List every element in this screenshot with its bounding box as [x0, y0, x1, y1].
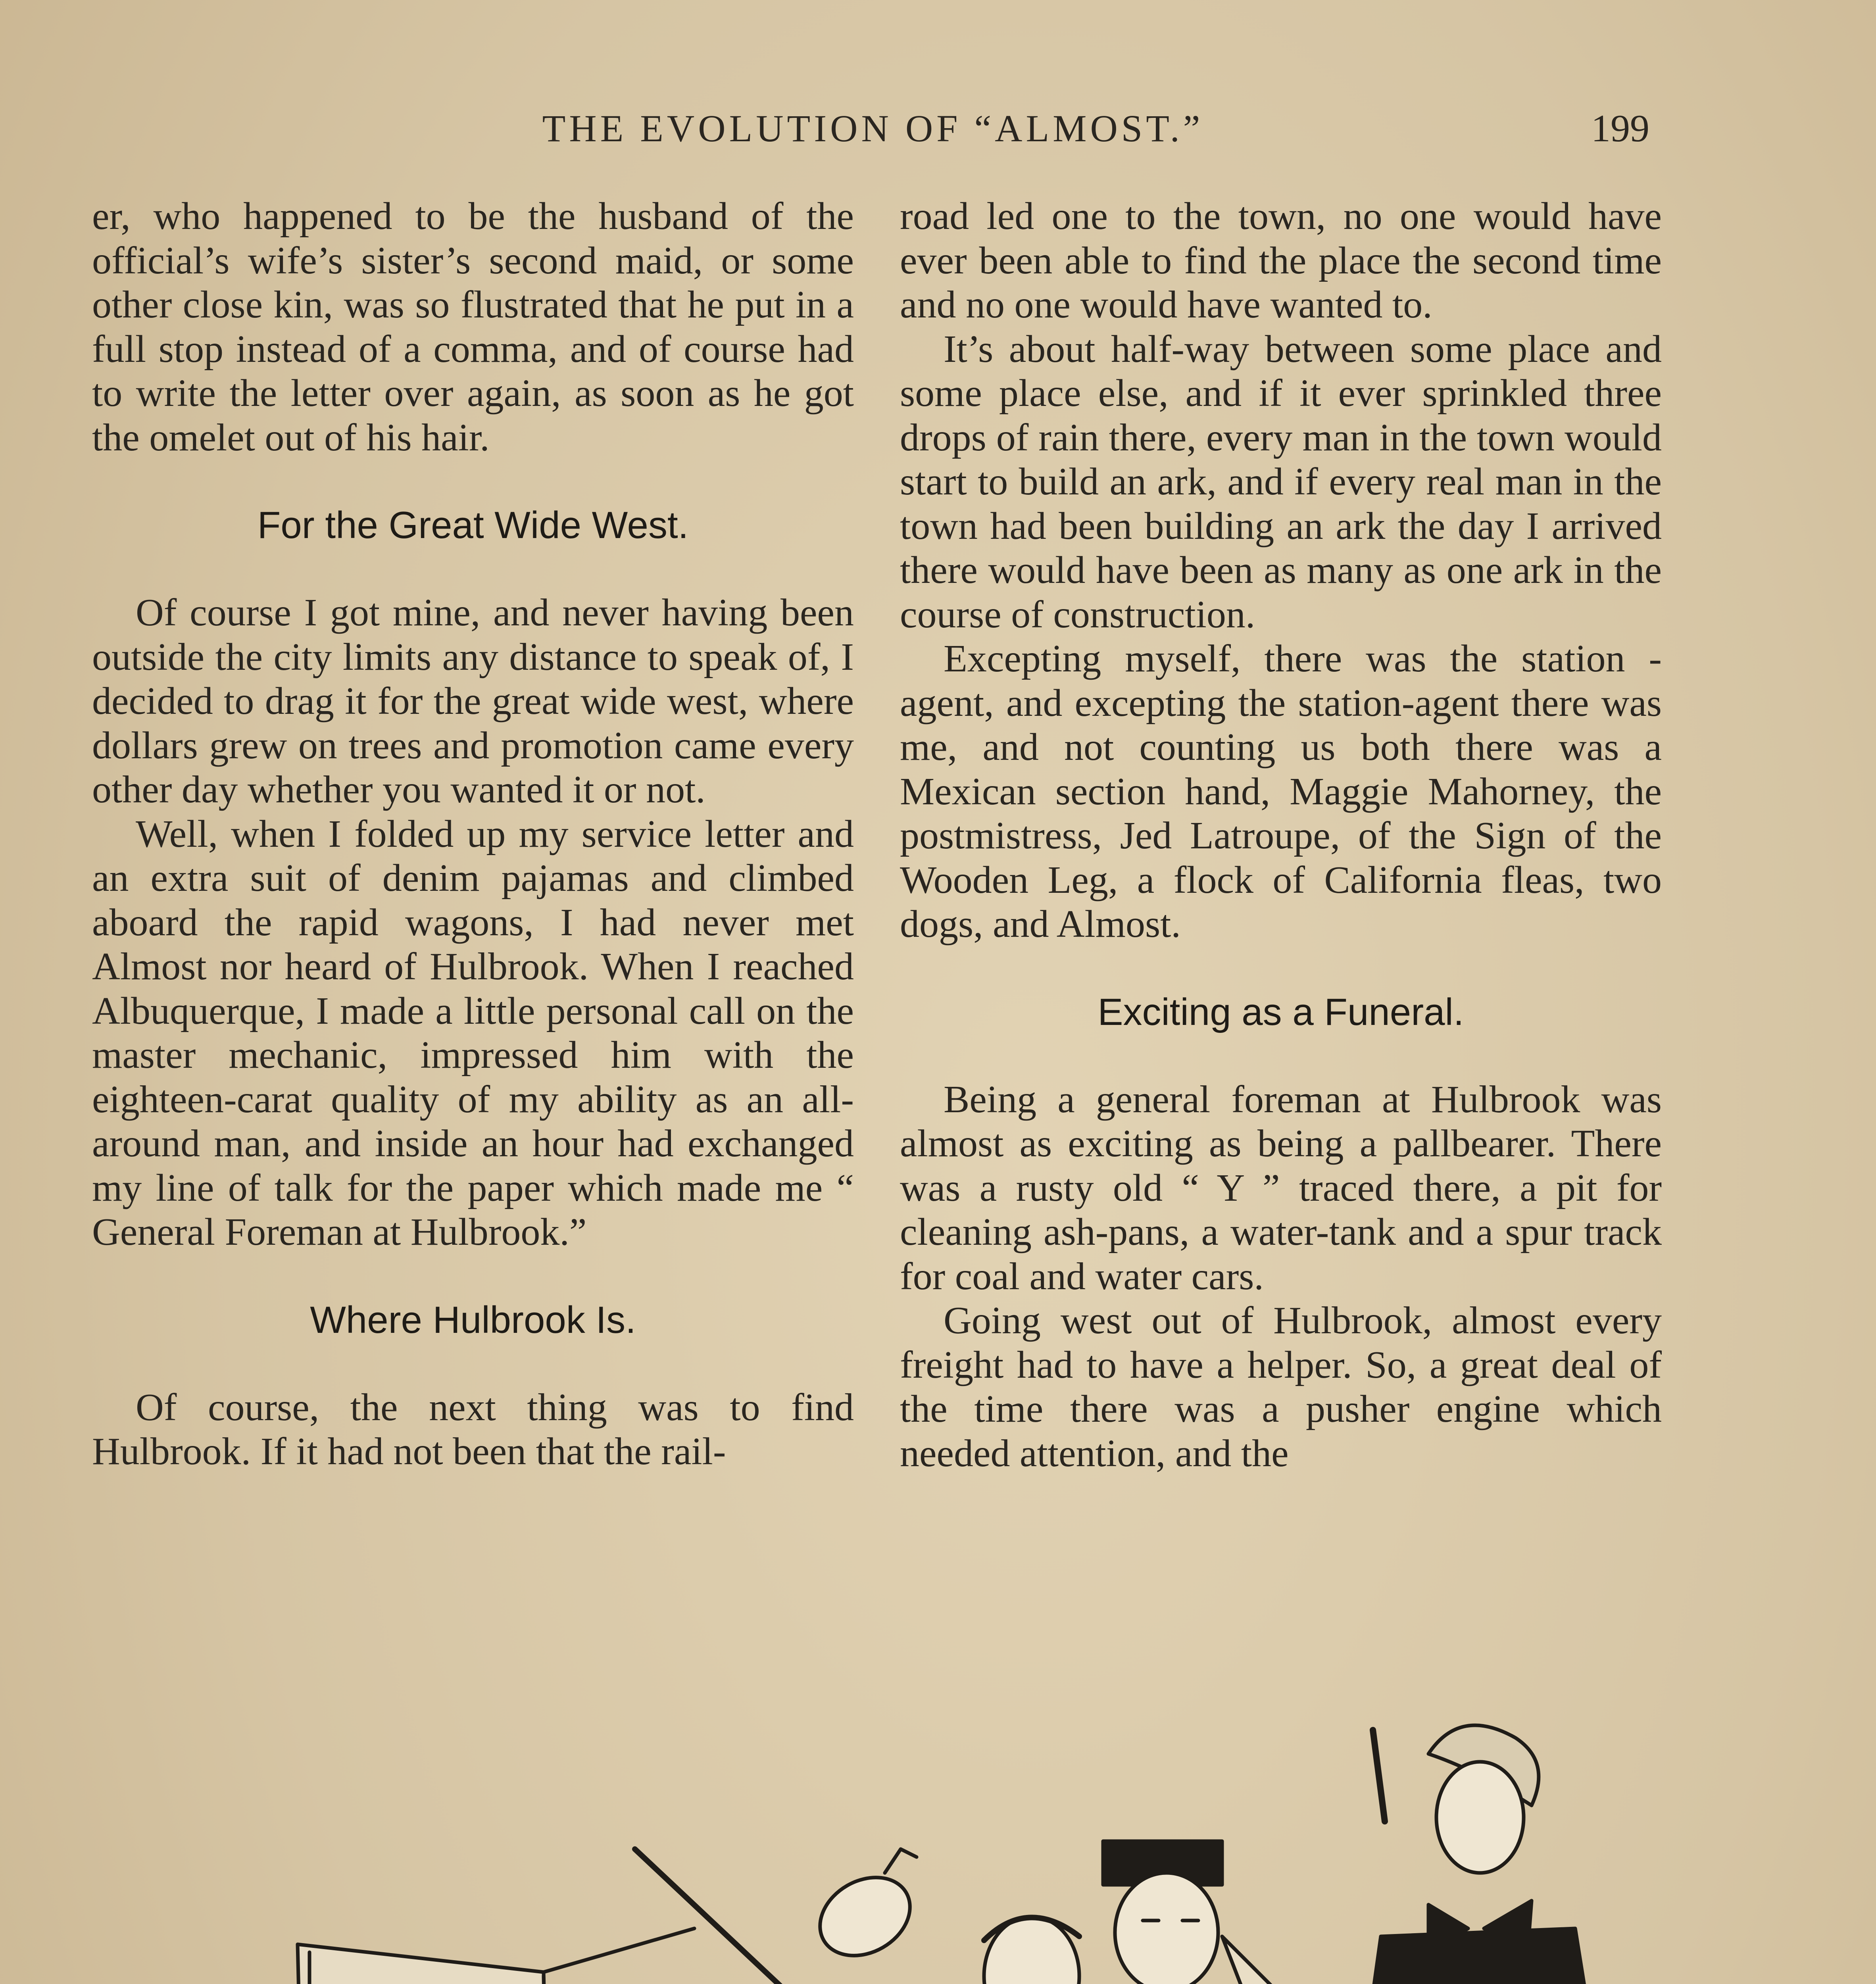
- flying-jug: [806, 1849, 924, 1971]
- paragraph: Of course I got mine, and never having been outside the city limits any distance to speak of, I decided to drag it for the great wide west, where dollars grew on trees and promotion came every other day whether you wanted it or not.: [92, 591, 854, 811]
- paragraph: Excepting myself, there was the station - agent, and excepting the station-agent there was me, and not counting us both there was a Mexican section hand, Maggie Mahorney, the postmistress, Jed Latroupe, of the Sign of the Wooden Leg, a flock of California fleas, two dogs, and Almost.: [900, 637, 1662, 946]
- engineer-with-cap-figure: [1103, 1841, 1325, 1984]
- paragraph: er, who happened to be the husband of the official’s wife’s sister’s second maid, or some other close kin, was so flustrated that he put in a full stop instead of a comma, and of course had to write the letter over again, as soon as he got the omelet out of his hair.: [92, 195, 854, 459]
- section-heading: Exciting as a Funeral.: [1098, 990, 1464, 1033]
- paragraph: road led one to the town, no one would have ever been able to find the place the second time and no one would have wanted to.: [900, 195, 1662, 326]
- paragraph: Of course, the next thing was to find Hulbrook. If it had not been that the rail-: [92, 1386, 854, 1473]
- paragraph: Being a general foreman at Hulbrook was almost as exciting as being a pallbearer. There was a rusty old “ Y ” traced there, a pit for cleaning ash-pans, a water-tank and a spur track for coal and water cars.: [900, 1078, 1662, 1298]
- woman-with-bow-figure: [1349, 1725, 1635, 1984]
- paragraph: Well, when I folded up my service letter and an extra suit of denim pajamas and climbed aboard the rapid wagons, I had never met Almost nor heard of Hulbrook. When I reached Albuquerque, I made a little personal call on the master mechanic, impressed him with the eighteen-carat quality of my ability as an all-around man, and inside an hour had exchanged my line of talk for the paper which made me “ General Foreman at Hulbrook.”: [92, 812, 854, 1253]
- page-number: 199: [1591, 107, 1649, 150]
- paragraph: Going west out of Hulbrook, almost every freight had to have a helper. So, a great deal of the time there was a pusher engine which needed attention, and the: [900, 1299, 1662, 1475]
- section-heading: Where Hulbrook Is.: [310, 1298, 636, 1341]
- section-heading: For the Great Wide West.: [257, 504, 689, 546]
- left-column: [92, 194, 854, 1474]
- running-head: THE EVOLUTION OF “ALMOST.”: [542, 107, 1204, 150]
- right-column: [900, 194, 1662, 1476]
- illustration: [87, 1698, 1674, 1984]
- paragraph: It’s about half-way between some place and some place else, and if it ever sprinkled three drops of rain there, every man in the town would start to build an ark, and if every real man in the town had been building an ark the day I arrived there would have been as many as one ark in the course of construction.: [900, 327, 1662, 636]
